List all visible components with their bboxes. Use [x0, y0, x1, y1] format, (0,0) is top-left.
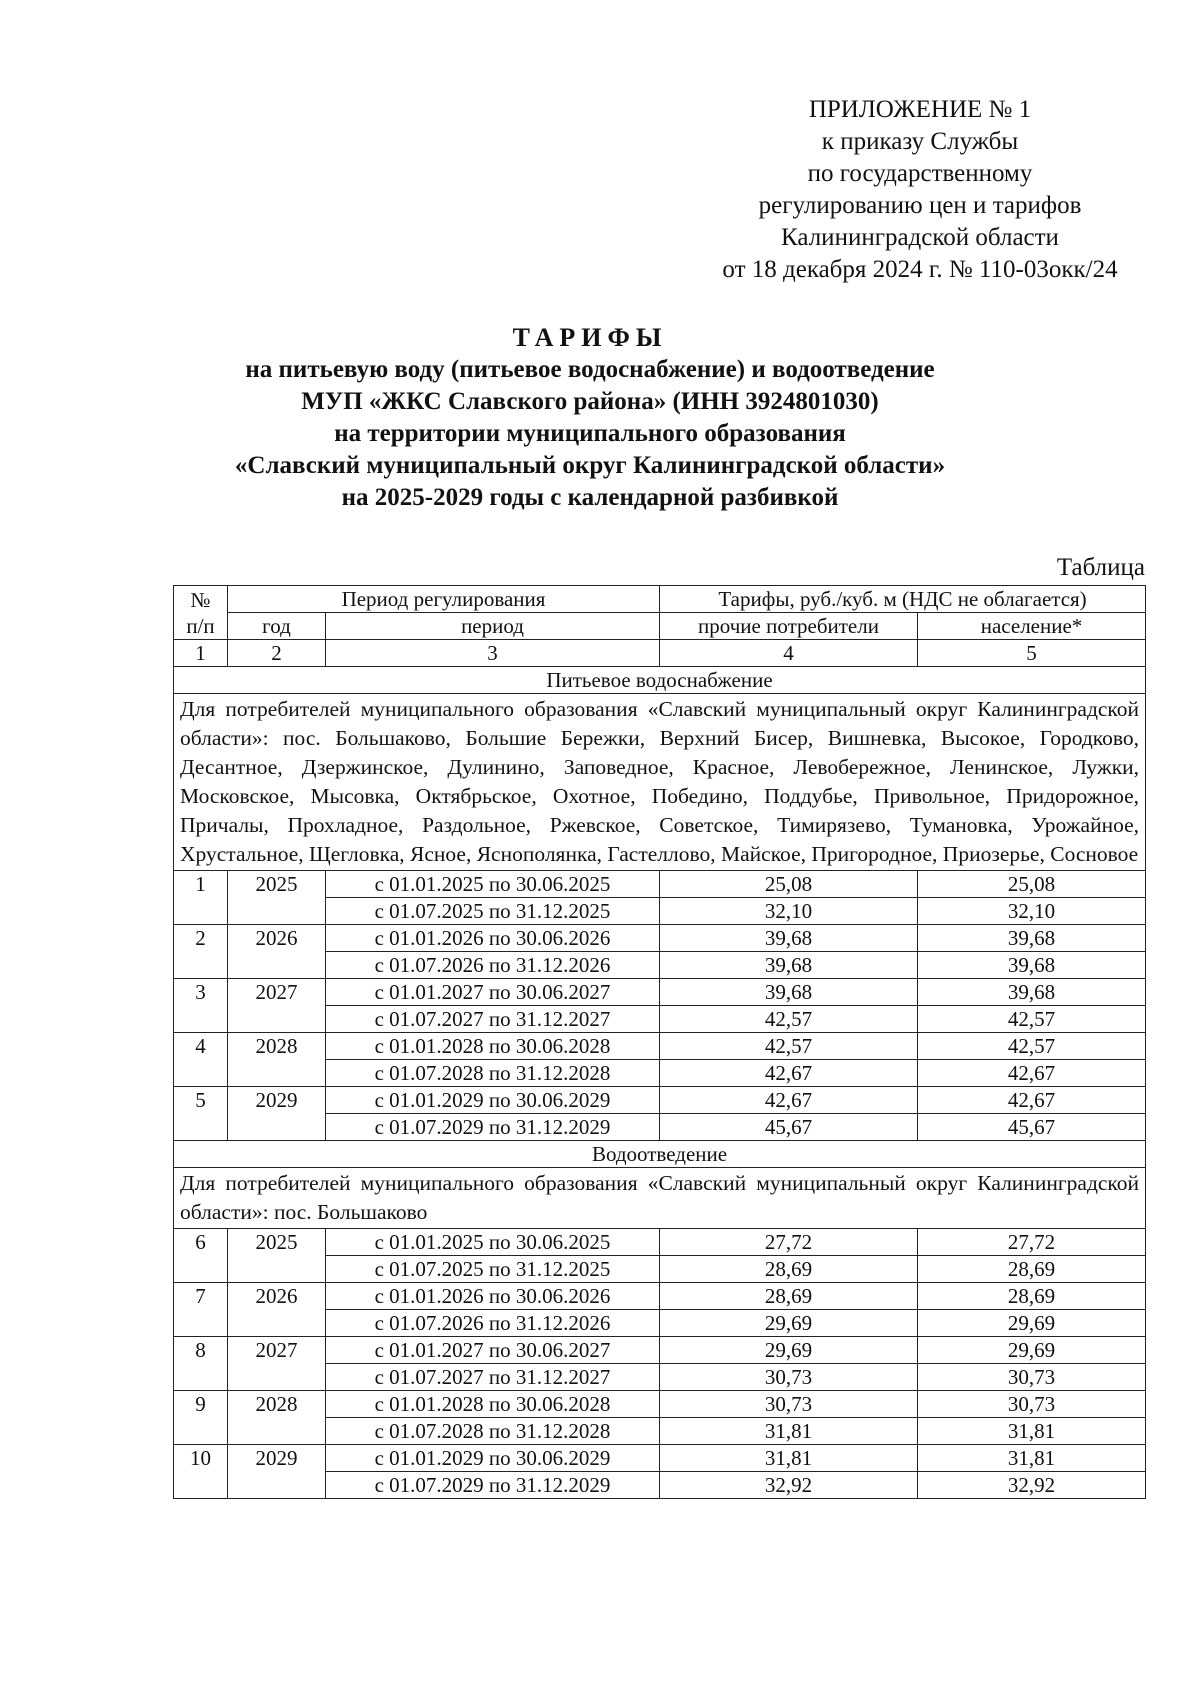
header-row-2 [174, 613, 1146, 640]
row-number: 1 [174, 871, 228, 925]
row-number: 8 [174, 1337, 228, 1391]
row-year: 2029 [228, 1445, 326, 1499]
header-row-1 [174, 586, 1146, 613]
row-number: 9 [174, 1391, 228, 1445]
row-year: 2028 [228, 1033, 326, 1087]
title-main: ТАРИФЫ [512, 323, 668, 352]
title-line: на 2025-2029 годы с календарной разбивкой [341, 484, 839, 511]
row-period: с 01.01.2029 по 30.06.2029 [326, 1445, 660, 1472]
row-period: с 01.07.2027 по 31.12.2027 [326, 1364, 660, 1391]
appendix-line: регулированию цен и тарифов [758, 192, 1082, 219]
section-description: Для потребителей муниципального образования «Славский муниципальный округ Калининградской области»: пос. Большаково [174, 1168, 1146, 1229]
row-tariff-other: 28,69 [660, 1283, 918, 1310]
header-year: год [228, 613, 326, 640]
row-period: с 01.07.2026 по 31.12.2026 [326, 1310, 660, 1337]
row-period: с 01.07.2029 по 31.12.2029 [326, 1472, 660, 1499]
row-period: с 01.07.2028 по 31.12.2028 [326, 1418, 660, 1445]
row-period: с 01.01.2027 по 30.06.2027 [326, 1337, 660, 1364]
table-row [174, 925, 1146, 952]
row-tariff-population: 42,67 [918, 1060, 1146, 1087]
appendix-line: к приказу Службы [821, 128, 1019, 155]
row-period: с 01.01.2028 по 30.06.2028 [326, 1391, 660, 1418]
row-tariff-population: 45,67 [918, 1114, 1146, 1141]
appendix-block [660, 94, 1180, 286]
section-title-row [174, 1141, 1146, 1168]
table-row [174, 1391, 1146, 1418]
appendix-line: ПРИЛОЖЕНИЕ № 1 [808, 96, 1032, 123]
row-tariff-population: 42,57 [918, 1033, 1146, 1060]
row-tariff-population: 32,92 [918, 1472, 1146, 1499]
table-row [174, 1283, 1146, 1310]
table-row [174, 1087, 1146, 1114]
table-row [174, 871, 1146, 898]
row-year: 2028 [228, 1391, 326, 1445]
row-period: с 01.01.2025 по 30.06.2025 [326, 871, 660, 898]
row-tariff-other: 28,69 [660, 1256, 918, 1283]
row-year: 2026 [228, 925, 326, 979]
row-period: с 01.01.2028 по 30.06.2028 [326, 1033, 660, 1060]
table-caption: Таблица [1056, 554, 1145, 581]
row-year: 2027 [228, 979, 326, 1033]
row-tariff-other: 39,68 [660, 979, 918, 1006]
title-line: «Славский муниципальный округ Калининградской области» [234, 452, 946, 479]
row-tariff-other: 32,92 [660, 1472, 918, 1499]
table-row [174, 1229, 1146, 1256]
row-tariff-population: 31,81 [918, 1418, 1146, 1445]
row-tariff-other: 25,08 [660, 871, 918, 898]
row-tariff-population: 30,73 [918, 1391, 1146, 1418]
row-number: 10 [174, 1445, 228, 1499]
row-tariff-other: 42,57 [660, 1033, 918, 1060]
row-period: с 01.07.2027 по 31.12.2027 [326, 1006, 660, 1033]
row-tariff-population: 28,69 [918, 1256, 1146, 1283]
row-tariff-other: 45,67 [660, 1114, 918, 1141]
row-year: 2025 [228, 871, 326, 925]
title-line: МУП «ЖКС Славского района» (ИНН 3924801030) [301, 388, 879, 415]
row-period: с 01.01.2025 по 30.06.2025 [326, 1229, 660, 1256]
row-tariff-population: 30,73 [918, 1364, 1146, 1391]
header-num-line1: № [190, 587, 211, 612]
row-tariff-other: 42,67 [660, 1060, 918, 1087]
row-tariff-other: 42,67 [660, 1087, 918, 1114]
row-number: 3 [174, 979, 228, 1033]
section-title-row [174, 667, 1146, 694]
row-year: 2025 [228, 1229, 326, 1283]
appendix-line: от 18 декабря 2024 г. № 110-03окк/24 [722, 256, 1118, 283]
row-number: 2 [174, 925, 228, 979]
row-tariff-population: 39,68 [918, 979, 1146, 1006]
header-num-line2: п/п [186, 613, 215, 638]
section-title: Водоотведение [174, 1141, 1146, 1168]
row-year: 2027 [228, 1337, 326, 1391]
column-number: 5 [918, 640, 1146, 667]
appendix-line: по государственному [807, 160, 1033, 187]
row-period: с 01.01.2026 по 30.06.2026 [326, 925, 660, 952]
row-period: с 01.07.2029 по 31.12.2029 [326, 1114, 660, 1141]
header-tariff-group: Тарифы, руб./куб. м (НДС не облагается) [660, 586, 1146, 613]
row-period: с 01.07.2025 по 31.12.2025 [326, 898, 660, 925]
row-year: 2029 [228, 1087, 326, 1141]
row-tariff-other: 30,73 [660, 1391, 918, 1418]
section-description: Для потребителей муниципального образования «Славский муниципальный округ Калининградской области»: пос. Большаково, Большие Бережки, Верхний Бисер, Вишневка, Высокое, Городково, Десантное, Дзержинское, Дулинино, Заповедное, Красное, Левобережное, Ленинское, Лужки, Московское, Мысовка, Октябрьское, Охотное, Побединo, Поддубье, Привольное, Придорожное, Причалы, Прохладное, Раздольное, Ржевское, Советское, Тимирязево, Тумановка, Урожайное, Хрустальное, Щегловка, Ясное, Яснополянка, Гастеллово, Майское, Пригородное, Приозерье, Сосновое [174, 694, 1146, 871]
row-tariff-other: 29,69 [660, 1337, 918, 1364]
row-tariff-population: 31,81 [918, 1445, 1146, 1472]
row-year: 2026 [228, 1283, 326, 1337]
header-population: население* [918, 613, 1146, 640]
row-tariff-population: 42,67 [918, 1087, 1146, 1114]
title-line: на питьевую воду (питьевое водоснабжение) и водоотведение [245, 356, 935, 383]
row-tariff-population: 29,69 [918, 1337, 1146, 1364]
row-number: 4 [174, 1033, 228, 1087]
section-title: Питьевое водоснабжение [174, 667, 1146, 694]
header-other: прочие потребители [660, 613, 918, 640]
row-period: с 01.07.2026 по 31.12.2026 [326, 952, 660, 979]
row-number: 5 [174, 1087, 228, 1141]
column-number: 4 [660, 640, 918, 667]
header-period-group: Период регулирования [228, 586, 660, 613]
row-tariff-population: 29,69 [918, 1310, 1146, 1337]
column-number: 3 [326, 640, 660, 667]
appendix-line: Калининградской области [781, 224, 1059, 251]
header-period: период [326, 613, 660, 640]
table-row [174, 1337, 1146, 1364]
row-tariff-other: 30,73 [660, 1364, 918, 1391]
column-number: 2 [228, 640, 326, 667]
row-tariff-other: 32,10 [660, 898, 918, 925]
tariff-table [173, 585, 1146, 1499]
row-tariff-other: 29,69 [660, 1310, 918, 1337]
column-number: 1 [174, 640, 228, 667]
row-tariff-population: 39,68 [918, 925, 1146, 952]
row-period: с 01.07.2028 по 31.12.2028 [326, 1060, 660, 1087]
row-tariff-population: 27,72 [918, 1229, 1146, 1256]
row-number: 6 [174, 1229, 228, 1283]
header-num [174, 586, 228, 640]
row-period: с 01.01.2026 по 30.06.2026 [326, 1283, 660, 1310]
row-period: с 01.01.2027 по 30.06.2027 [326, 979, 660, 1006]
row-tariff-other: 27,72 [660, 1229, 918, 1256]
row-tariff-other: 31,81 [660, 1418, 918, 1445]
row-period: с 01.01.2029 по 30.06.2029 [326, 1087, 660, 1114]
row-tariff-population: 32,10 [918, 898, 1146, 925]
row-tariff-other: 31,81 [660, 1445, 918, 1472]
row-tariff-population: 39,68 [918, 952, 1146, 979]
table-row [174, 979, 1146, 1006]
row-tariff-other: 42,57 [660, 1006, 918, 1033]
section-description-row [174, 694, 1146, 871]
row-tariff-other: 39,68 [660, 925, 918, 952]
column-number-row [174, 640, 1146, 667]
row-period: с 01.07.2025 по 31.12.2025 [326, 1256, 660, 1283]
table-row [174, 1033, 1146, 1060]
title-line: на территории муниципального образования [334, 420, 846, 447]
table-row [174, 1445, 1146, 1472]
row-number: 7 [174, 1283, 228, 1337]
row-tariff-other: 39,68 [660, 952, 918, 979]
row-tariff-population: 42,57 [918, 1006, 1146, 1033]
row-tariff-population: 25,08 [918, 871, 1146, 898]
row-tariff-population: 28,69 [918, 1283, 1146, 1310]
section-description-row [174, 1168, 1146, 1229]
document-title [150, 322, 1030, 514]
